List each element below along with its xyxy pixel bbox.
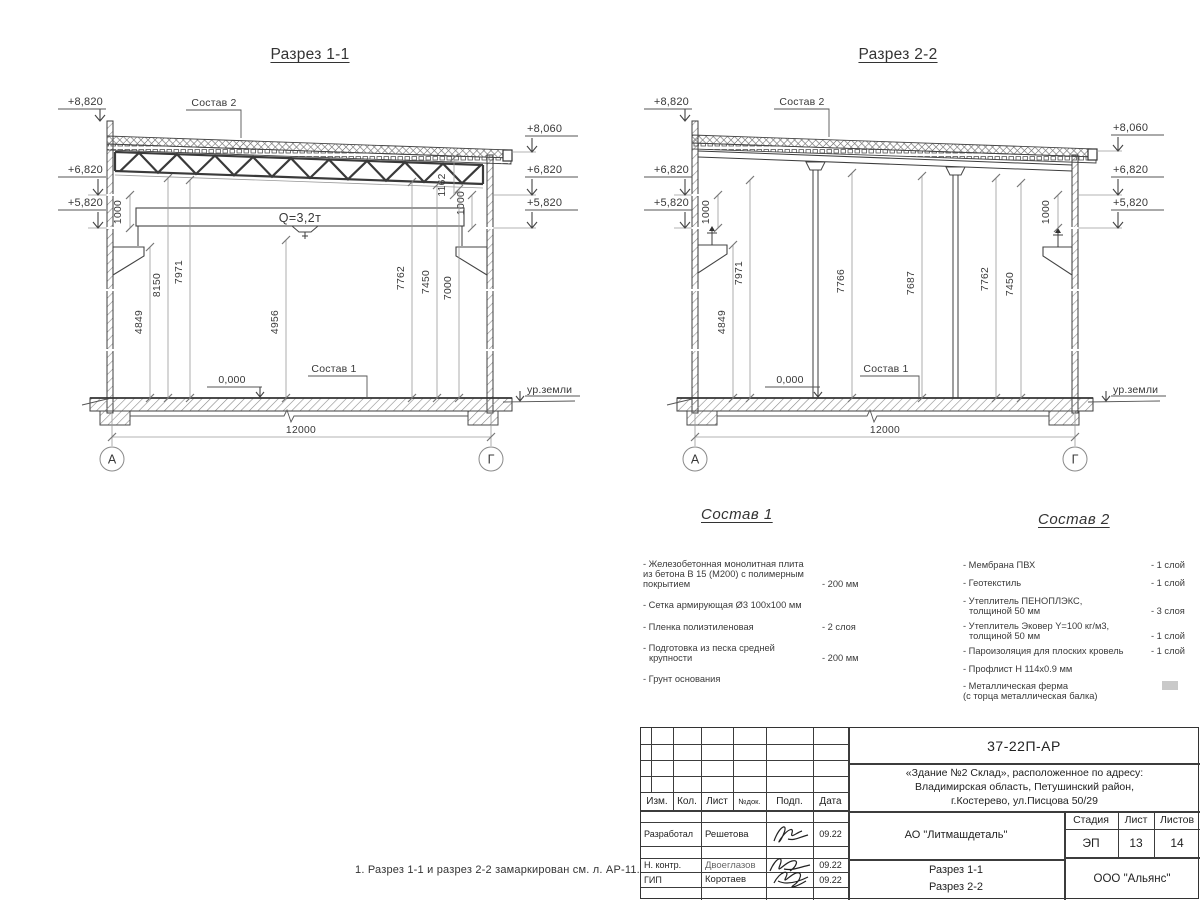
tb-sheet-header: Лист xyxy=(1124,814,1148,826)
console-right xyxy=(1043,228,1072,275)
tb-stage-header: Стадия xyxy=(1073,814,1109,826)
composition-1-title: Состав 1 xyxy=(701,506,773,523)
item-value: - 2 слоя xyxy=(822,622,856,632)
item-text: - Подготовка из песка средней xyxy=(643,643,775,653)
sostav1-label: Состав 1 xyxy=(311,363,357,375)
dim-7762: 7762 xyxy=(980,266,991,292)
item-value: - 200 мм xyxy=(822,578,859,589)
tb-sheets-value: 14 xyxy=(1170,836,1184,850)
dim-7450: 7450 xyxy=(421,269,432,295)
span-dim xyxy=(108,413,495,446)
item-text: из бетона В 15 (М200) с полимерным xyxy=(643,568,804,579)
signature-developer xyxy=(768,821,813,847)
list-item xyxy=(963,682,1141,702)
tb-doc-number: 37-22П-АР xyxy=(987,737,1061,754)
elev-left-8820: +8,820 xyxy=(67,96,103,108)
dim-4849: 4849 xyxy=(717,309,728,335)
sostav1-label: Состав 1 xyxy=(863,363,909,375)
dim-1000-right: 1000 xyxy=(456,190,467,216)
tb-role-ncontrol: Н. контр. xyxy=(644,860,682,870)
span-12000: 12000 xyxy=(285,425,317,436)
dim-1000-right: 1000 xyxy=(1041,199,1052,225)
item-text: - Сетка армирующая Ø3 100х100 мм xyxy=(643,600,802,610)
elev-right-6820: +6,820 xyxy=(527,164,563,176)
tb-role-gip: ГИП xyxy=(644,874,662,885)
tb-sheets-header: Листов xyxy=(1159,814,1195,826)
elev-right-8060: +8,060 xyxy=(527,123,563,135)
section-2-drawing xyxy=(630,85,1200,485)
item-value: - 1 слой xyxy=(1151,578,1185,588)
list-item xyxy=(643,622,856,633)
axis-g: Г xyxy=(487,452,495,467)
item-text: покрытием xyxy=(643,578,691,589)
axis-a: А xyxy=(690,452,700,467)
item-text: - Геотекстиль xyxy=(963,578,1022,588)
tb-header-ndok: №док. xyxy=(738,796,761,806)
section-1-drawing xyxy=(40,85,620,485)
elev-right-8060: +8,060 xyxy=(1113,122,1149,134)
list-item xyxy=(963,578,1185,589)
roof-slab xyxy=(692,135,1097,171)
list-item xyxy=(963,560,1185,571)
wall-right xyxy=(1070,155,1080,413)
section-1-title: Разрез 1-1 xyxy=(270,46,350,63)
elev-left-6820: +6,820 xyxy=(67,164,103,176)
elev-right-6820: +6,820 xyxy=(1113,164,1149,176)
dim-7762: 7762 xyxy=(396,265,407,291)
axis-bubbles xyxy=(100,447,503,471)
dim-1162: 1162 xyxy=(437,173,448,197)
zero-level-label: 0,000 xyxy=(218,374,246,386)
dim-7766: 7766 xyxy=(836,268,847,294)
tb-drawing-name-2: Разрез 2-2 xyxy=(928,881,983,893)
sostav2-label: Состав 2 xyxy=(779,96,825,108)
list-item xyxy=(963,665,1141,675)
ground-level-label: ур.земли xyxy=(527,384,573,396)
crane-trolley xyxy=(292,226,318,239)
tb-date-ncontrol: 09.22 xyxy=(819,860,842,870)
elev-left-8820: +8,820 xyxy=(653,96,689,108)
tb-date-developer: 09.22 xyxy=(819,829,842,839)
tb-sheet-value: 13 xyxy=(1129,836,1143,850)
floor-slab xyxy=(667,398,1160,425)
tb-header-data: Дата xyxy=(819,795,842,807)
item-text: - Грунт основания xyxy=(643,674,721,684)
dim-4956: 4956 xyxy=(270,309,281,335)
item-value: - 3 слоя xyxy=(1151,605,1185,616)
console-left xyxy=(113,247,144,275)
tb-header-izm: Изм. xyxy=(646,795,668,807)
tb-address-line3: г.Костерево, ул.Писцова 50/29 xyxy=(951,795,1098,807)
list-item xyxy=(963,596,1185,617)
item-text: (с торца металлическая балка) xyxy=(963,690,1098,701)
elev-right-5820: +5,820 xyxy=(527,197,563,209)
tb-name-gip: Коротаев xyxy=(705,874,747,885)
dim-7450: 7450 xyxy=(1005,271,1016,297)
small-dims xyxy=(701,191,1062,232)
tb-header-kol: Кол. xyxy=(677,795,697,807)
title-block xyxy=(640,727,1199,899)
list-item xyxy=(643,643,859,664)
floor-slab xyxy=(82,398,575,425)
dim-1000-left: 1000 xyxy=(701,199,712,225)
elev-left-5820: +5,820 xyxy=(653,197,689,209)
item-text: - Железобетонная монолитная плита xyxy=(643,559,804,569)
elev-left-6820: +6,820 xyxy=(653,164,689,176)
tb-header-list: Лист xyxy=(706,795,728,807)
tb-date-gip: 09.22 xyxy=(819,874,842,885)
tb-role-developer: Разработал xyxy=(644,829,693,839)
column-2 xyxy=(946,167,965,398)
tb-name-ncontrol: Двоеглазов xyxy=(705,859,756,871)
item-value: - 1 слой xyxy=(1151,560,1185,570)
item-text: толщиной 50 мм xyxy=(969,605,1041,616)
item-value: - 200 мм xyxy=(822,652,859,663)
column-1 xyxy=(806,162,825,398)
dim-7687: 7687 xyxy=(906,270,917,296)
tb-company: АО "Литмашдеталь" xyxy=(904,829,1008,841)
axis-a: А xyxy=(107,452,117,467)
signature-ncontrol-gip xyxy=(766,855,814,889)
item-text: - Пароизоляция для плоских кровель xyxy=(963,646,1124,656)
composition-list-2 xyxy=(958,512,1188,702)
dim-7971: 7971 xyxy=(174,259,185,285)
elev-left-5820: +5,820 xyxy=(67,197,103,209)
ground-level-label: ур.земли xyxy=(1113,384,1159,396)
list-item xyxy=(963,621,1185,642)
list-item xyxy=(643,559,859,589)
span-12000: 12000 xyxy=(869,425,901,436)
span-dim xyxy=(691,413,1079,446)
dim-4849: 4849 xyxy=(134,309,145,335)
tb-stage-value: ЭП xyxy=(1082,836,1100,850)
wall-right xyxy=(485,155,495,413)
item-text: - Профлист Н 114х0.9 мм xyxy=(963,664,1073,674)
item-text: толщиной 50 мм xyxy=(969,630,1041,641)
tb-header-podp: Подп. xyxy=(776,795,803,807)
tb-drawing-name-1: Разрез 1-1 xyxy=(928,864,983,876)
tb-org: ООО "Альянс" xyxy=(1093,872,1171,885)
scan-artifact xyxy=(1162,681,1178,690)
tb-address-line1: «Здание №2 Склад», расположенное по адресу: xyxy=(905,767,1144,779)
sheet-note: 1. Разрез 1-1 и разрез 2-2 замаркирован см. л. АР-11. xyxy=(355,864,640,876)
elev-right-5820: +5,820 xyxy=(1113,197,1149,209)
section-2-title: Разрез 2-2 xyxy=(858,46,938,63)
item-text: - Пленка полиэтиленовая xyxy=(643,622,754,632)
dim-8150: 8150 xyxy=(152,272,163,298)
dim-7000: 7000 xyxy=(443,275,454,301)
item-value: - 1 слой xyxy=(1151,646,1185,656)
crane-capacity-label: Q=3,2т xyxy=(278,211,322,225)
dim-7971: 7971 xyxy=(734,260,745,286)
item-text: - Утеплитель Эковер Y=100 кг/м3, xyxy=(963,621,1110,631)
tb-name-developer: Решетова xyxy=(705,828,749,840)
item-text: - Металлическая ферма xyxy=(963,681,1069,691)
item-text: - Утеплитель ПЕНОПЛЭКС, xyxy=(963,596,1083,606)
item-text: - Мембрана ПВХ xyxy=(963,560,1036,570)
composition-list-1 xyxy=(643,506,863,696)
console-right xyxy=(456,247,487,275)
zero-level-label: 0,000 xyxy=(776,374,804,386)
item-value: - 1 слой xyxy=(1151,630,1185,641)
sostav2-label: Состав 2 xyxy=(191,97,237,109)
level-extension-lines xyxy=(674,151,1122,228)
console-left xyxy=(698,226,727,273)
list-item xyxy=(963,646,1185,657)
composition-2-title: Состав 2 xyxy=(1038,511,1110,528)
list-item xyxy=(643,675,821,685)
axis-bubbles xyxy=(683,447,1087,471)
list-item xyxy=(643,601,821,611)
dim-1000-left: 1000 xyxy=(113,199,124,225)
item-text: крупности xyxy=(649,652,693,663)
tb-address-line2: Владимирская область, Петушинский район, xyxy=(914,781,1134,793)
axis-g: Г xyxy=(1071,452,1079,467)
